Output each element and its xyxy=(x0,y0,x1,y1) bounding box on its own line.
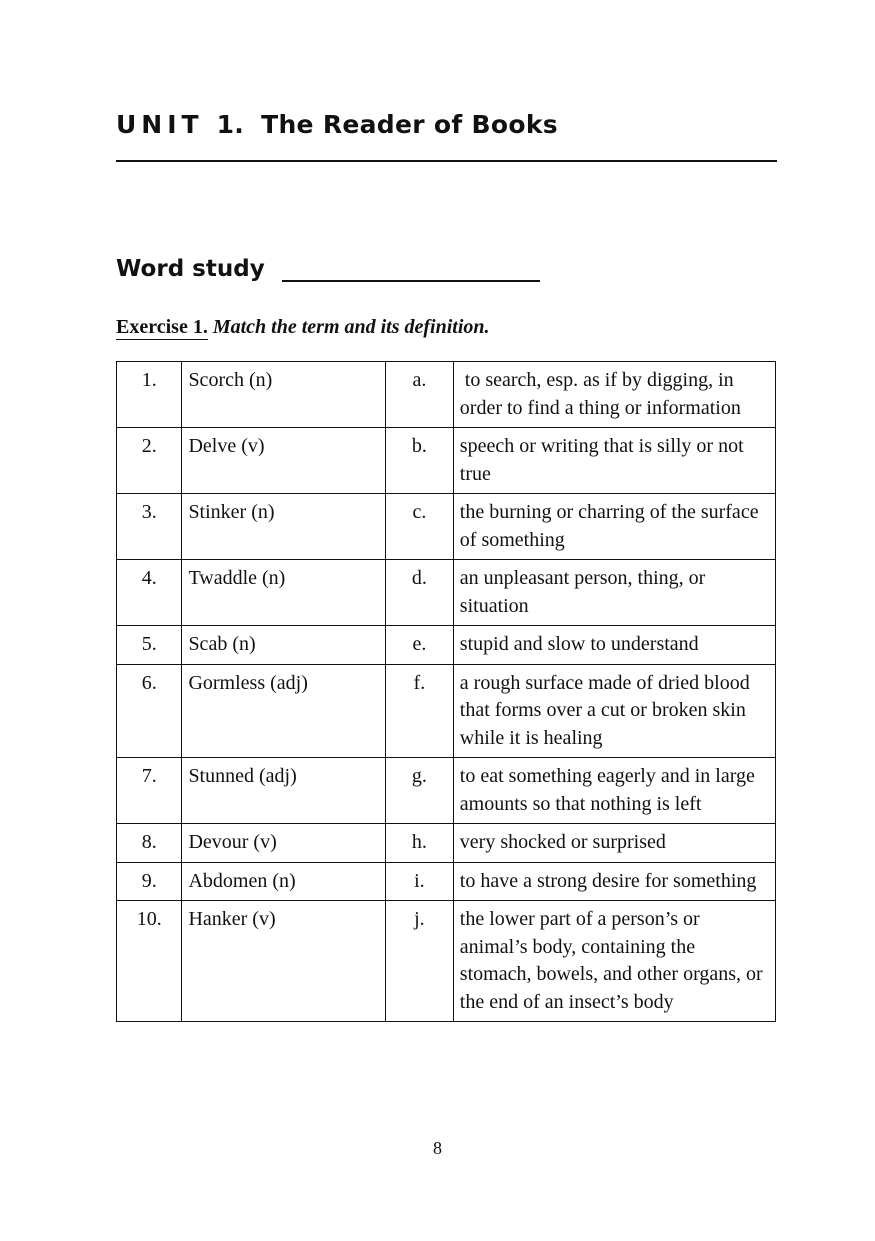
table-row xyxy=(117,758,776,824)
definition: the lower part of a person’s or animal’s body, containing the stomach, bowels, and other organs, or the end of an insect’s body xyxy=(453,901,775,1022)
table-row xyxy=(117,824,776,863)
term-number: 2. xyxy=(117,428,182,494)
definition-letter: b. xyxy=(385,428,453,494)
term-number: 5. xyxy=(117,626,182,665)
definition-letter: a. xyxy=(385,362,453,428)
term: Stinker (n) xyxy=(182,494,386,560)
unit-title xyxy=(116,110,558,139)
definition: an unpleasant person, thing, or situation xyxy=(453,560,775,626)
definition-letter: g. xyxy=(385,758,453,824)
table-row xyxy=(117,362,776,428)
table-row xyxy=(117,901,776,1022)
definition-letter: h. xyxy=(385,824,453,863)
term: Hanker (v) xyxy=(182,901,386,1022)
term-number: 7. xyxy=(117,758,182,824)
unit-number: 1. xyxy=(216,110,245,139)
term-number: 3. xyxy=(117,494,182,560)
table-row xyxy=(117,494,776,560)
unit-label: UNIT xyxy=(116,110,204,139)
unit-name: The Reader of Books xyxy=(261,110,558,139)
table-row xyxy=(117,428,776,494)
table-row xyxy=(117,664,776,758)
term: Stunned (adj) xyxy=(182,758,386,824)
matching-table xyxy=(116,361,776,1022)
term-number: 1. xyxy=(117,362,182,428)
exercise-label: Exercise 1. xyxy=(116,316,208,338)
definition: speech or writing that is silly or not true xyxy=(453,428,775,494)
term-number: 10. xyxy=(117,901,182,1022)
term-number: 6. xyxy=(117,664,182,758)
term-number: 9. xyxy=(117,862,182,901)
title-divider xyxy=(116,160,777,162)
definition-letter: c. xyxy=(385,494,453,560)
section-heading-rule xyxy=(282,280,540,282)
definition: a rough surface made of dried blood that forms over a cut or broken skin while it is healing xyxy=(453,664,775,758)
term-number: 8. xyxy=(117,824,182,863)
definition: very shocked or surprised xyxy=(453,824,775,863)
definition-letter: d. xyxy=(385,560,453,626)
definition: the burning or charring of the surface of something xyxy=(453,494,775,560)
exercise-instruction: Match the term and its definition. xyxy=(212,316,490,338)
term: Scorch (n) xyxy=(182,362,386,428)
table-row xyxy=(117,862,776,901)
definition-letter: i. xyxy=(385,862,453,901)
exercise-header xyxy=(116,316,490,339)
definition-letter: e. xyxy=(385,626,453,665)
term: Delve (v) xyxy=(182,428,386,494)
term: Gormless (adj) xyxy=(182,664,386,758)
definition: to search, esp. as if by digging, in order to find a thing or information xyxy=(453,362,775,428)
definition: to eat something eagerly and in large amounts so that nothing is left xyxy=(453,758,775,824)
definition-letter: f. xyxy=(385,664,453,758)
term: Scab (n) xyxy=(182,626,386,665)
definition: stupid and slow to understand xyxy=(453,626,775,665)
section-heading: Word study xyxy=(116,256,265,282)
definition-letter: j. xyxy=(385,901,453,1022)
table-row xyxy=(117,560,776,626)
term: Devour (v) xyxy=(182,824,386,863)
term: Abdomen (n) xyxy=(182,862,386,901)
term-number: 4. xyxy=(117,560,182,626)
definition: to have a strong desire for something xyxy=(453,862,775,901)
term: Twaddle (n) xyxy=(182,560,386,626)
page-number: 8 xyxy=(433,1138,442,1158)
table-row xyxy=(117,626,776,665)
